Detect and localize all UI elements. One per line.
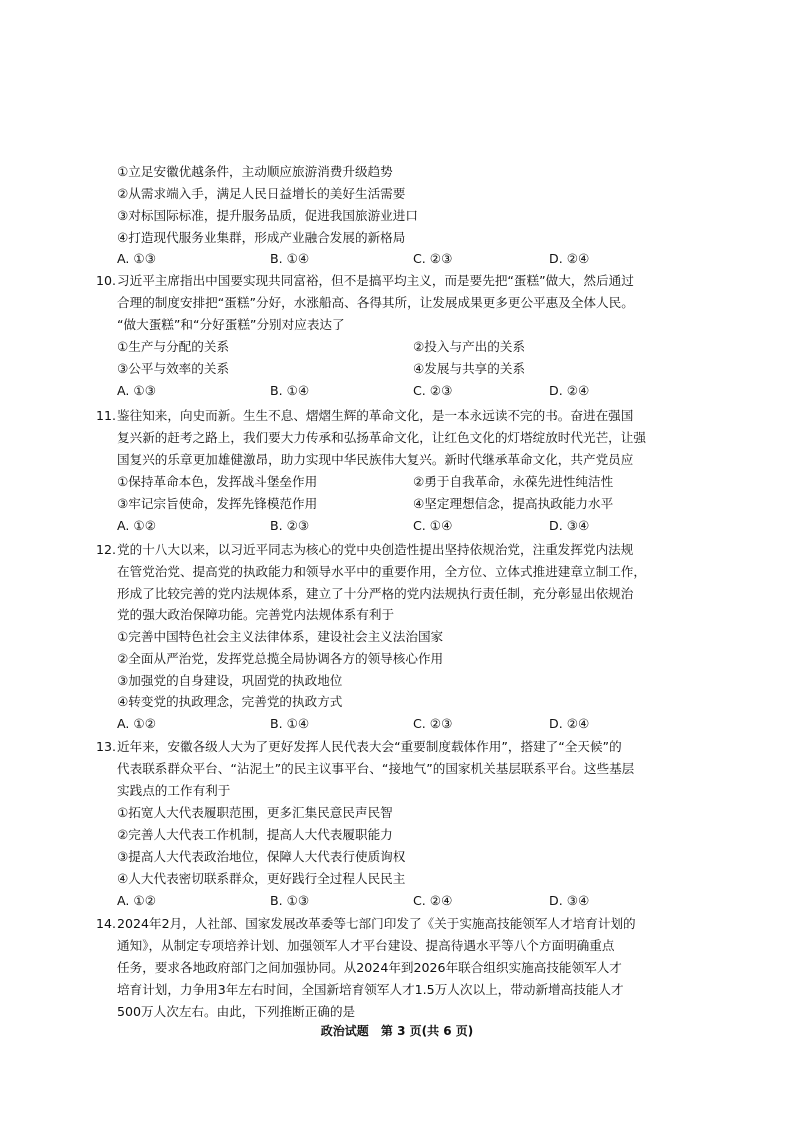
q13-option-b[interactable]: B. ①③ xyxy=(270,893,310,908)
q11-stem-3: 国复兴的乐章更加雄健激昂，助力实现中华民族伟大复兴。新时代继承革命文化，共产党员应 xyxy=(117,452,634,467)
q12-stem-3: 形成了比较完善的党内法规体系，建立了十分严格的党内法规执行责任制，充分彰显出依规治 xyxy=(117,586,634,601)
q11-stem-1: 鉴往知来，向史而新。生生不息、熠熠生辉的革命文化，是一本永远读不完的书。奋进在强国 xyxy=(117,408,634,423)
q12-stem-2: 在管党治党、提高党的执政能力和领导水平中的重要作用，全方位、立体式推进建章立制工作， xyxy=(117,564,646,579)
q13-option-a[interactable]: A. ①② xyxy=(117,893,156,908)
footer-page-number: 第 3 页(共 6 页) xyxy=(380,1024,474,1038)
q12-stem-4: 党的强大政治保障功能。完善党内法规体系有利于 xyxy=(117,607,395,622)
q10-stem-2: 合理的制度安排把“蛋糕”分好，水涨船高、各得其所，让发展成果更多更公平惠及全体人民。 xyxy=(117,295,634,310)
q11-stem-2: 复兴新的赶考之路上，我们要大力传承和弘扬革命文化，让红色文化的灯塔绽放时代光芒，让强 xyxy=(117,430,646,445)
q9-item-4: ④打造现代服务业集群，形成产业融合发展的新格局 xyxy=(117,230,406,245)
q13-option-c[interactable]: C. ②④ xyxy=(413,893,453,908)
q11-item-3: ③牢记宗旨使命，发挥先锋模范作用 xyxy=(117,496,318,511)
footer-subject: 政治试题 xyxy=(320,1024,369,1038)
q10-item-2: ②投入与产出的关系 xyxy=(413,339,526,354)
q11-option-c[interactable]: C. ①④ xyxy=(413,518,453,533)
q14-stem-4: 培育计划，力争用3年左右时间，全国新培育领军人才1.5万人次以上，带动新增高技能人才 xyxy=(117,982,624,997)
q10-item-4: ④发展与共享的关系 xyxy=(413,361,526,376)
q11-number: 11. xyxy=(96,408,117,423)
q10-option-a[interactable]: A. ①③ xyxy=(117,383,156,398)
q11-item-1: ①保持革命本色，发挥战斗堡垒作用 xyxy=(117,474,318,489)
q14-stem-1: 2024年2月，人社部、国家发展改革委等七部门印发了《关于实施高技能领军人才培育计划的 xyxy=(117,916,636,931)
q10-stem-1: 习近平主席指出中国要实现共同富裕，但不是搞平均主义，而是要先把“蛋糕”做大，然后通过 xyxy=(117,273,634,288)
q14-stem-5: 500万人次左右。由此，下列推断正确的是 xyxy=(117,1004,356,1019)
q10-option-d[interactable]: D. ②④ xyxy=(549,383,590,398)
q9-item-1: ①立足安徽优越条件，主动顺应旅游消费升级趋势 xyxy=(117,164,393,179)
q11-option-b[interactable]: B. ②③ xyxy=(270,518,310,533)
q12-item-1: ①完善中国特色社会主义法律体系，建设社会主义法治国家 xyxy=(117,629,444,644)
q13-item-3: ③提高人大代表政治地位，保障人大代表行使质询权 xyxy=(117,849,406,864)
q14-stem-3: 任务，要求各地政府部门之间加强协同。从2024年到2026年联合组织实施高技能领军人才 xyxy=(117,960,622,975)
q12-option-c[interactable]: C. ②③ xyxy=(413,716,453,731)
q12-stem-1: 党的十八大以来，以习近平同志为核心的党中央创造性提出坚持依规治党，注重发挥党内法规 xyxy=(117,542,634,557)
q12-item-2: ②全面从严治党，发挥党总揽全局协调各方的领导核心作用 xyxy=(117,651,444,666)
q9-option-a[interactable]: A. ①③ xyxy=(117,251,156,266)
q10-number: 10. xyxy=(96,273,117,288)
q13-stem-1: 近年来，安徽各级人大为了更好发挥人民代表大会“重要制度载体作用”，搭建了“全天候”的 xyxy=(117,739,622,754)
q12-option-d[interactable]: D. ②④ xyxy=(549,716,590,731)
q11-item-2: ②勇于自我革命，永葆先进性纯洁性 xyxy=(413,474,614,489)
q11-item-4: ④坚定理想信念，提高执政能力水平 xyxy=(413,496,614,511)
q11-option-a[interactable]: A. ①② xyxy=(117,518,156,533)
q9-item-2: ②从需求端入手，满足人民日益增长的美好生活需要 xyxy=(117,186,406,201)
q9-option-b[interactable]: B. ①④ xyxy=(270,251,310,266)
q10-item-3: ③公平与效率的关系 xyxy=(117,361,230,376)
q12-option-b[interactable]: B. ①④ xyxy=(270,716,310,731)
q13-item-2: ②完善人大代表工作机制，提高人大代表履职能力 xyxy=(117,827,393,842)
q10-option-c[interactable]: C. ②③ xyxy=(413,383,453,398)
q13-number: 13. xyxy=(96,739,117,754)
q11-option-d[interactable]: D. ③④ xyxy=(549,518,590,533)
q12-option-a[interactable]: A. ①② xyxy=(117,716,156,731)
q12-number: 12. xyxy=(96,542,117,557)
q12-item-4: ④转变党的执政理念，完善党的执政方式 xyxy=(117,694,343,709)
page-footer xyxy=(0,1022,794,1040)
q9-option-d[interactable]: D. ②④ xyxy=(549,251,590,266)
q10-option-b[interactable]: B. ①④ xyxy=(270,383,310,398)
q13-item-1: ①拓宽人大代表履职范围，更多汇集民意民声民智 xyxy=(117,805,393,820)
q12-item-3: ③加强党的自身建设，巩固党的执政地位 xyxy=(117,673,343,688)
q10-item-1: ①生产与分配的关系 xyxy=(117,339,230,354)
q13-stem-2: 代表联系群众平台、“沾泥土”的民主议事平台、“接地气”的国家机关基层联系平台。这些基层 xyxy=(117,761,635,776)
q13-item-4: ④人大代表密切联系群众，更好践行全过程人民民主 xyxy=(117,871,406,886)
q13-stem-3: 实践点的工作有利于 xyxy=(117,783,231,798)
q14-stem-2: 通知》，从制定专项培养计划、加强领军人才平台建设、提高待遇水平等八个方面明确重点 xyxy=(117,938,615,953)
q14-number: 14. xyxy=(96,916,117,931)
q9-option-c[interactable]: C. ②③ xyxy=(413,251,453,266)
q10-stem-3: “做大蛋糕”和“分好蛋糕”分别对应表达了 xyxy=(117,317,345,332)
q9-item-3: ③对标国际标准，提升服务品质，促进我国旅游业进口 xyxy=(117,208,418,223)
q13-option-d[interactable]: D. ③④ xyxy=(549,893,590,908)
